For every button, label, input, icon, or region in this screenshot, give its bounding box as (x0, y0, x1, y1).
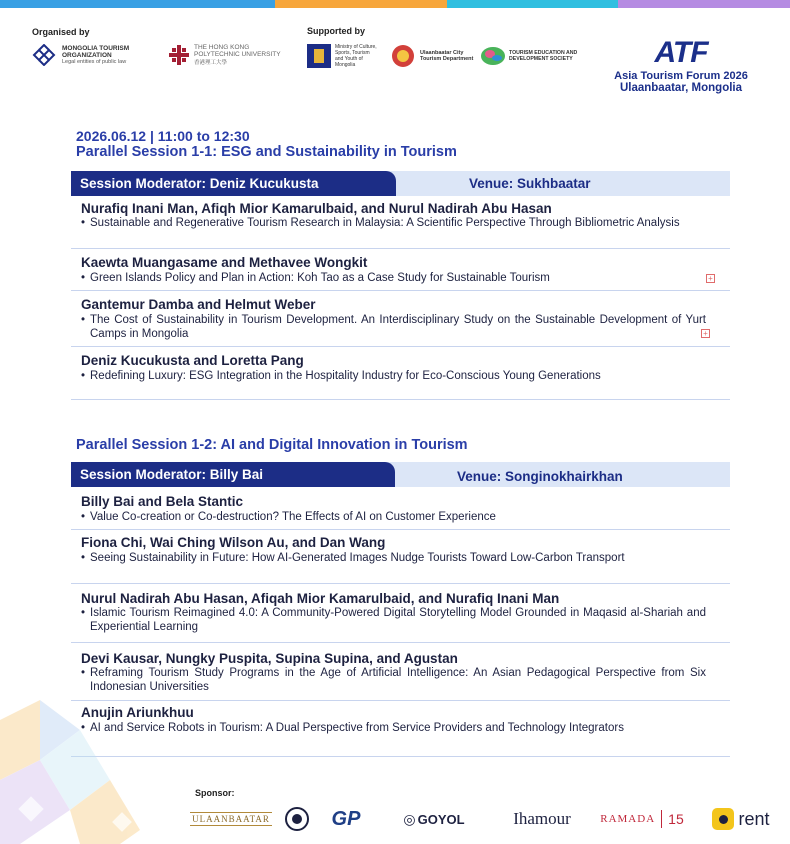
session1-entry (71, 196, 730, 249)
session2-title: Parallel Session 1-2: AI and Digital Innovation in Tourism (76, 437, 468, 453)
ramada-badge: 15 (668, 811, 684, 827)
sponsor-ihamour (504, 806, 580, 832)
entry-paper: • Green Islands Policy and Plan in Action: Koh Tao as a Case Study for Sustainable Tourism (81, 272, 550, 284)
ramada-divider (661, 810, 662, 828)
session2-venue: Venue: Songinokhairkhan (457, 469, 623, 484)
mto-knot-icon (32, 44, 58, 66)
entry-authors: Deniz Kucukusta and Loretta Pang (81, 353, 304, 368)
rent-logo-text: rent (738, 808, 770, 829)
session1-datetime: 2026.06.12 | 11:00 to 12:30 (76, 128, 250, 144)
teds-name: TOURISM EDUCATION AND DEVELOPMENT SOCIETY (509, 49, 578, 62)
decorative-pattern (0, 700, 200, 844)
entry-paper-title: Islamic Tourism Reimagined 4.0: A Community-Powered Digital Storytelling Model Grounded in Maqasid al-Shariah and Experiential Learning (90, 607, 706, 633)
entry-paper-title: Redefining Luxury: ESG Integration in the Hospitality Industry for Eco-Conscious Young Generations (90, 370, 601, 382)
rent-app-icon (712, 808, 734, 830)
gp-logo-text: GP (331, 807, 361, 830)
sponsor-seal (284, 806, 310, 832)
entry-paper: • Sustainable and Regenerative Tourism Research in Malaysia: A Scientific Perspective Through Bibliometric Analysis (81, 217, 680, 229)
entry-authors: Gantemur Damba and Helmut Weber (81, 297, 316, 312)
seal-emblem-icon (285, 807, 309, 831)
ramada-logo-text: RAMADA (600, 813, 656, 825)
session2-entry (71, 530, 730, 584)
session1-entry (71, 347, 730, 400)
ub-city-emblem-icon (390, 43, 416, 69)
session1-moderator: Session Moderator: Deniz Kucukusta (71, 171, 396, 196)
entry-paper-title: Reframing Tourism Study Programs in the Age of Artificial Intelligence: An Asian Pedagogical Perspective from Six Indonesian Universities (90, 667, 706, 693)
entry-authors: Billy Bai and Bela Stantic (81, 494, 244, 509)
session2-info-bar (71, 462, 730, 487)
mto-name: MONGOLIA TOURISM ORGANIZATION (62, 45, 130, 59)
stripe-purple (618, 0, 790, 8)
session1-entry (71, 249, 730, 291)
supported-by-label: Supported by (307, 26, 365, 36)
sponsor-rent (706, 806, 776, 832)
supporter-logo-ub-city (390, 43, 476, 69)
sponsor-label: Sponsor: (195, 788, 235, 798)
polyu-sub: 香港理工大學 (194, 60, 228, 66)
entry-paper: • AI and Service Robots in Tourism: A Dual Perspective from Service Providers and Technology Integrators (81, 722, 624, 734)
entry-paper: • Islamic Tourism Reimagined 4.0: A Community-Powered Digital Storytelling Model Grounded in Maqasid al-Shariah and Experiential Learning (81, 607, 706, 633)
sponsor-goyol (383, 806, 485, 832)
event-location: Ulaanbaatar, Mongolia (619, 82, 743, 94)
polyu-name: THE HONG KONG POLYTECHNIC UNIVERSITY (194, 44, 281, 58)
entry-authors: Fiona Chi, Wai Ching Wilson Au, and Dan Wang (81, 535, 386, 550)
sponsor-gp (319, 806, 373, 832)
entry-authors: Devi Kausar, Nungky Puspita, Supina Supina, and Agustan (81, 651, 458, 666)
ministry-name: Ministry of Culture, Sports, Tourism and Youth of Mongolia (335, 44, 377, 68)
session1-info-bar (71, 171, 730, 196)
stripe-blue (0, 0, 275, 8)
entry-paper-title: Green Islands Policy and Plan in Action: Koh Tao as a Case Study for Sustainable Tourism (90, 272, 550, 284)
entry-authors: Nurafiq Inani Man, Afiqh Mior Kamarulbaid, and Nurul Nadirah Abu Hasan (81, 201, 552, 216)
entry-paper-title: The Cost of Sustainability in Tourism Development. An Interdisciplinary Study on the Sustainable Development of Yurt Camps in Mongolia (90, 314, 706, 340)
ministry-emblem-icon (307, 44, 331, 68)
entry-paper-title: AI and Service Robots in Tourism: A Dual Perspective from Service Providers and Technology Integrators (90, 722, 624, 734)
session1-entry (71, 291, 730, 347)
expand-icon[interactable]: + (706, 274, 715, 283)
ihamour-logo-text: Ihamour (513, 809, 571, 828)
session2-entry (71, 489, 730, 530)
sponsor-ulaanbaatar (194, 806, 268, 832)
mto-sub: Legal entities of public law (62, 59, 127, 65)
entry-paper: • Redefining Luxury: ESG Integration in the Hospitality Industry for Eco-Conscious Young Generations (81, 370, 601, 382)
supporter-logo-ministry (307, 44, 379, 68)
ub-city-name: Ulaanbaatar City Tourism Department (420, 49, 474, 62)
expand-icon[interactable]: + (701, 329, 710, 338)
supporter-logo-teds (480, 46, 583, 66)
sponsor-ramada (590, 806, 694, 832)
entry-authors: Nurul Nadirah Abu Hasan, Afiqah Mior Kamarulbaid, and Nurafiq Inani Man (81, 591, 560, 606)
organiser-logo-mto (32, 44, 150, 66)
entry-paper-title: Value Co-creation or Co-destruction? The Effects of AI on Customer Experience (90, 511, 496, 523)
session2-entry (71, 584, 730, 643)
goyol-mark-icon: ◎ (403, 810, 416, 827)
top-color-stripe (0, 0, 790, 8)
polyu-emblem-icon (168, 44, 190, 66)
teds-globe-icon (480, 46, 506, 66)
session1-venue: Venue: Sukhbaatar (469, 176, 591, 191)
entry-paper: • Value Co-creation or Co-destruction? The Effects of AI on Customer Experience (81, 511, 496, 523)
event-mark: ATF (654, 36, 708, 69)
stripe-cyan (447, 0, 619, 8)
session2-moderator: Session Moderator: Billy Bai (71, 462, 395, 487)
entry-paper-title: Seeing Sustainability in Future: How AI-Generated Images Nudge Tourists Toward Low-Carbon Transport (90, 552, 625, 564)
stripe-orange (275, 0, 447, 8)
entry-paper-title: Sustainable and Regenerative Tourism Research in Malaysia: A Scientific Perspective Through Bibliometric Analysis (90, 217, 680, 229)
entry-paper: • Seeing Sustainability in Future: How AI-Generated Images Nudge Tourists Toward Low-Carbon Transport (81, 552, 625, 564)
entry-authors: Kaewta Muangasame and Methavee Wongkit (81, 255, 368, 270)
session2-entry (71, 643, 730, 701)
entry-paper: • Reframing Tourism Study Programs in the Age of Artificial Intelligence: An Asian Pedagogical Perspective from Six Indonesian Universities (81, 667, 706, 693)
ulaanbaatar-logo-text: ULAANBAATAR (192, 814, 270, 824)
event-logo (606, 38, 756, 94)
entry-authors: Anujin Ariunkhuu (81, 705, 194, 720)
organised-by-label: Organised by (32, 27, 90, 37)
session1-title: Parallel Session 1-1: ESG and Sustainability in Tourism (76, 144, 457, 160)
organiser-logo-polyu (168, 44, 286, 66)
entry-paper: • The Cost of Sustainability in Tourism Development. An Interdisciplinary Study on the Sustainable Development of Yurt Camps in Mongolia (81, 314, 706, 340)
goyol-logo-text: GOYOL (417, 811, 465, 827)
event-subtitle: Asia Tourism Forum 2026 (614, 70, 748, 82)
